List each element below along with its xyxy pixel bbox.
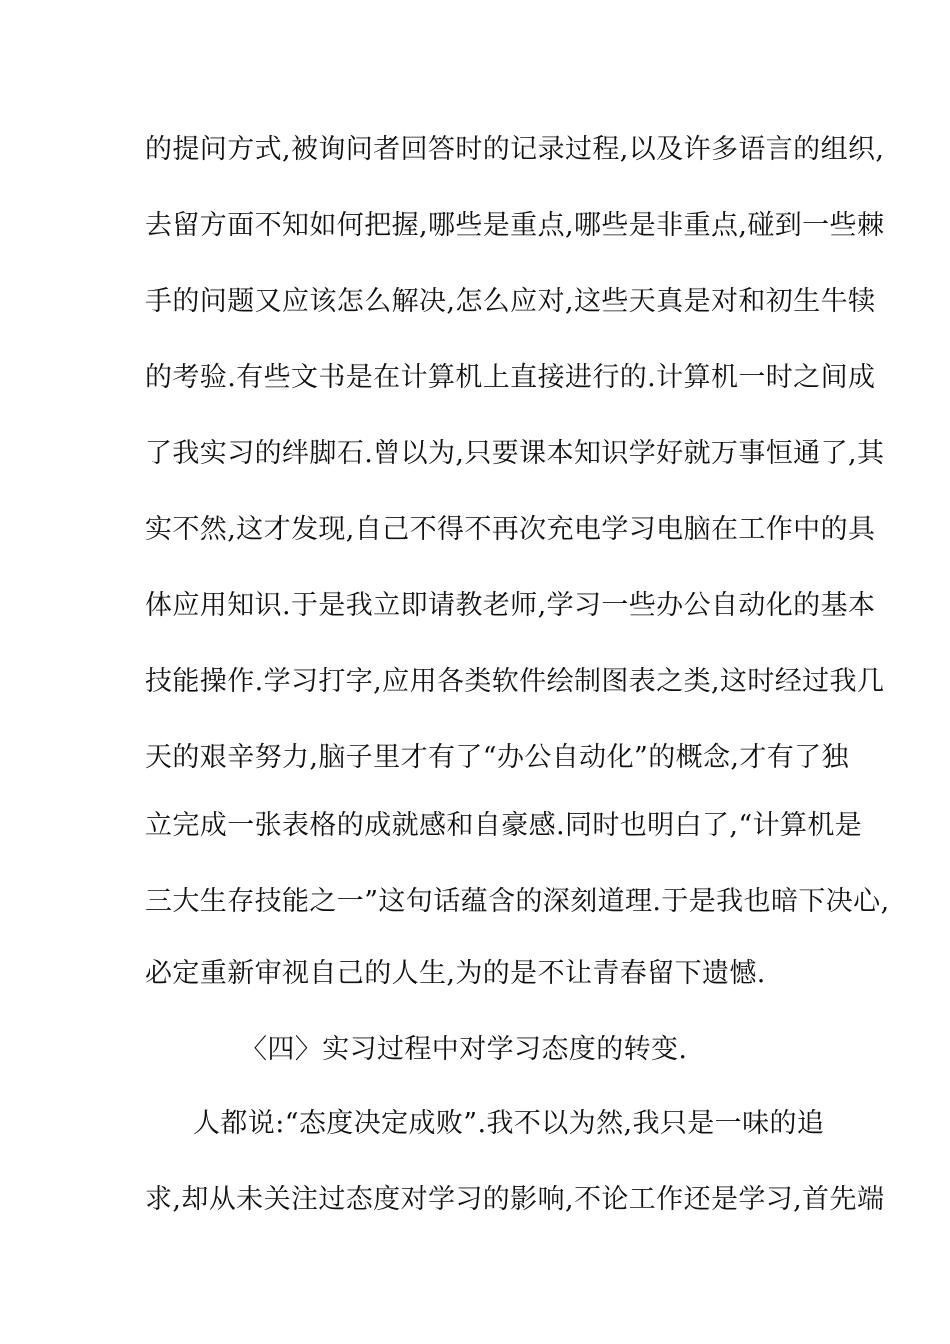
text-line: 体应用知识.于是我立即请教老师,学习一些办公自动化的基本 [145, 590, 876, 621]
section-heading: 〈四〉实习过程中对学习态度的转变. [240, 1034, 688, 1065]
text-line: 了我实习的绊脚石.曾以为,只要课本知识学好就万事恒通了,其 [145, 438, 885, 469]
text-line: 实不然,这才发现,自己不得不再次充电学习电脑在工作中的具 [145, 514, 876, 545]
text-line: 立完成一张表格的成就感和自豪感.同时也明白了,“计算机是 [145, 810, 863, 841]
text-line: 的考验.有些文书是在计算机上直接进行的.计算机一时之间成 [145, 362, 876, 393]
text-line: 技能操作.学习打字,应用各类软件绘制图表之类,这时经过我几 [145, 666, 885, 697]
text-line: 天的艰辛努力,脑子里才有了“办公自动化”的概念,才有了独 [145, 742, 849, 773]
text-line: 三大生存技能之一”这句话蕴含的深刻道理.于是我也暗下决心, [145, 886, 890, 917]
text-line: 手的问题又应该怎么解决,怎么应对,这些天真是对和初生牛犊 [145, 286, 876, 317]
text-line: 的提问方式,被询问者回答时的记录过程,以及许多语言的组织, [145, 134, 885, 165]
text-line: 必定重新审视自己的人生,为的是不让青春留下遗憾. [145, 958, 766, 989]
text-line: 去留方面不知如何把握,哪些是重点,哪些是非重点,碰到一些棘 [145, 210, 885, 241]
paragraph-first-line: 人都说:“态度决定成败”.我不以为然,我只是一味的追 [193, 1108, 825, 1139]
text-line: 求,却从未关注过态度对学习的影响,不论工作还是学习,首先端 [145, 1184, 885, 1215]
